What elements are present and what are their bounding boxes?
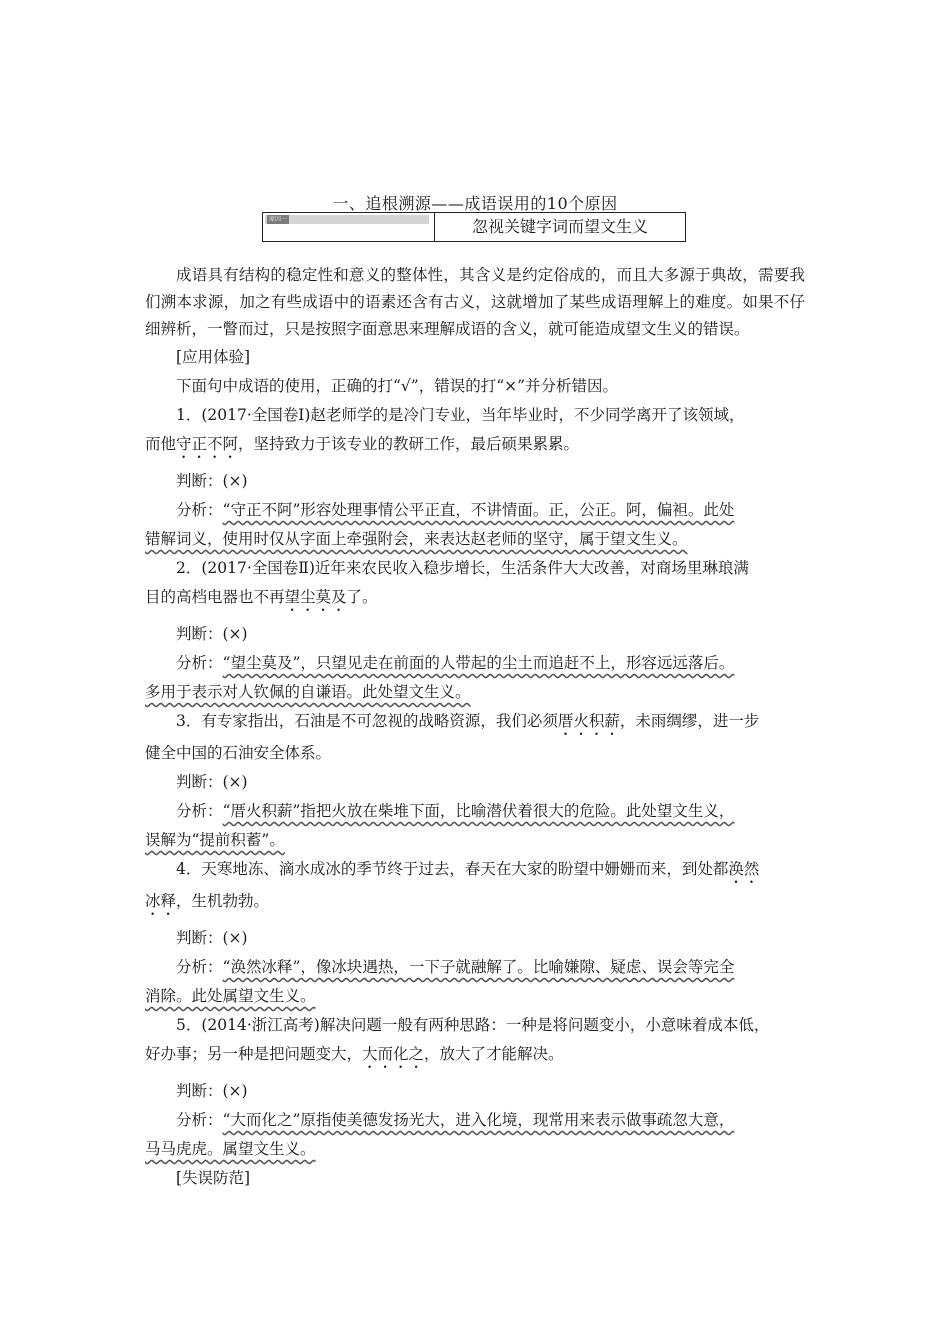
analysis-2-text: “望尘莫及”，只望见走在前面的人带起的尘土而追赶不上，形容远远落后。 — [222, 654, 735, 672]
analysis-4-text-2: 消除。此处属望文生义。 — [145, 987, 316, 1005]
page-title: 一、追根溯源——成语误用的10个原因 — [332, 194, 618, 213]
question-4-line-1 — [145, 855, 805, 887]
judgement-4: 判断：(×) — [176, 929, 248, 947]
judgement-2: 判断：(×) — [176, 625, 248, 643]
analysis-label: 分析： — [176, 654, 223, 672]
idiom-1: 守正不阿 — [176, 435, 239, 453]
question-2-text: 目的高档电器也不再 — [145, 588, 285, 606]
analysis-5-line-1 — [145, 1106, 805, 1135]
idiom-2: 望尘莫及 — [284, 588, 347, 606]
analysis-2-line-2 — [145, 678, 805, 707]
section-caption: 忽视关键字词而望文生义 — [471, 217, 648, 236]
judgement-3: 判断：(×) — [176, 773, 248, 791]
analysis-label: 分析： — [176, 501, 223, 519]
analysis-4-text: “涣然冰释”，像冰块遇热，一下子就融解了。比喻嫌隙、疑虑、误会等完全 — [222, 958, 735, 976]
section-tag-label: 原因一 — [268, 216, 287, 223]
question-3-line-2: 健全中国的石油安全体系。 — [145, 744, 332, 762]
analysis-label: 分析： — [176, 802, 223, 820]
question-1-line-2 — [145, 430, 805, 462]
question-1-text-end: ，坚持致力于该专业的教研工作，最后硕果累累。 — [238, 435, 580, 453]
analysis-4-line-2 — [145, 982, 805, 1011]
judgement-1: 判断：(×) — [176, 472, 248, 490]
analysis-2-text-2: 多用于表示对人钦佩的自谦语。此处望文生义。 — [145, 683, 471, 701]
analysis-3-line-2 — [145, 826, 805, 855]
question-5-text-end: ，放大了才能解决。 — [424, 1045, 564, 1063]
analysis-1-text: “守正不阿”形容处理事情公平正直，不讲情面。正，公正。阿，偏袒。此处 — [222, 501, 735, 519]
idiom-5: 大而化之 — [362, 1045, 425, 1063]
analysis-5-text-2: 马马虎虎。属望文生义。 — [145, 1140, 316, 1158]
question-1-line-1: 1．(2017·全国卷Ⅰ)赵老师学的是冷门专业，当年毕业时，不少同学离开了该领域， — [176, 406, 745, 424]
question-4-text-end: ，生机勃勃。 — [176, 892, 270, 910]
question-2-line-2 — [145, 583, 805, 615]
question-5-text: 好办事；另一种是把问题变大， — [145, 1045, 363, 1063]
analysis-3-text-2: 误解为“提前积蓄”。 — [145, 831, 285, 849]
question-3-text: 3．有专家指出，石油是不可忽视的战略资源，我们必须 — [176, 712, 558, 730]
question-2-text-end: 了。 — [346, 588, 378, 606]
idiom-3: 厝火积薪 — [557, 712, 620, 730]
analysis-label: 分析： — [176, 958, 223, 976]
section-tag-bar — [265, 215, 429, 224]
judgement-5: 判断：(×) — [176, 1082, 248, 1100]
instruction: 下面句中成语的使用，正确的打“√”，错误的打“×”并分析错因。 — [176, 377, 619, 395]
question-5-line-1: 5．(2014·浙江高考)解决问题一般有两种思路：一种是将问题变小，小意味着成本低， — [176, 1016, 770, 1034]
idiom-4-part-1: 涣然 — [728, 860, 760, 878]
practice-heading: [应用体验] — [176, 348, 251, 366]
analysis-3-line-1 — [145, 797, 805, 826]
intro-paragraph: 成语具有结构的稳定性和意义的整体性，其含义是约定俗成的，而且大多源于典故，需要我们溯本求源，加之有些成语中的语素还含有古义，这就增加了某些成语理解上的难度。如果不仔细辨析，一瞥而过，只是按照字面意思来理解成语的含义，就可能造成望文生义的错误。 — [145, 266, 805, 338]
document-body — [145, 262, 805, 1193]
analysis-1-line-2 — [145, 525, 805, 554]
question-4-text: 4．天寒地冻、滴水成冰的季节终于过去，春天在大家的盼望中姗姗而来，到处都 — [176, 860, 729, 878]
section-header-box — [262, 212, 686, 242]
analysis-3-text: “厝火积薪”指把火放在柴堆下面，比喻潜伏着很大的危险。此处望文生义， — [222, 802, 735, 820]
question-3-text-end: ，未雨绸缪，进一步 — [619, 712, 760, 730]
question-3-line-1 — [145, 707, 805, 739]
analysis-label: 分析： — [176, 1111, 223, 1129]
idiom-4-part-2: 冰释 — [145, 892, 177, 910]
question-4-line-2 — [145, 887, 805, 919]
analysis-5-line-2 — [145, 1135, 805, 1164]
question-5-line-2 — [145, 1040, 805, 1072]
section-tag — [263, 213, 435, 241]
question-1-text: 而他 — [145, 435, 177, 453]
footer-heading: [失误防范] — [176, 1169, 251, 1187]
question-2-line-1: 2．(2017·全国卷Ⅱ)近年来农民收入稳步增长，生活条件大大改善，对商场里琳琅满 — [176, 559, 749, 577]
analysis-4-line-1 — [145, 953, 805, 982]
analysis-2-line-1 — [145, 649, 805, 678]
analysis-1-line-1 — [145, 496, 805, 525]
analysis-5-text: “大而化之”原指使美德发扬光大，进入化境，现常用来表示做事疏忽大意， — [222, 1111, 735, 1129]
analysis-1-text-2: 错解词义，使用时仅从字面上牵强附会，来表达赵老师的坚守，属于望文生义。 — [145, 530, 688, 548]
